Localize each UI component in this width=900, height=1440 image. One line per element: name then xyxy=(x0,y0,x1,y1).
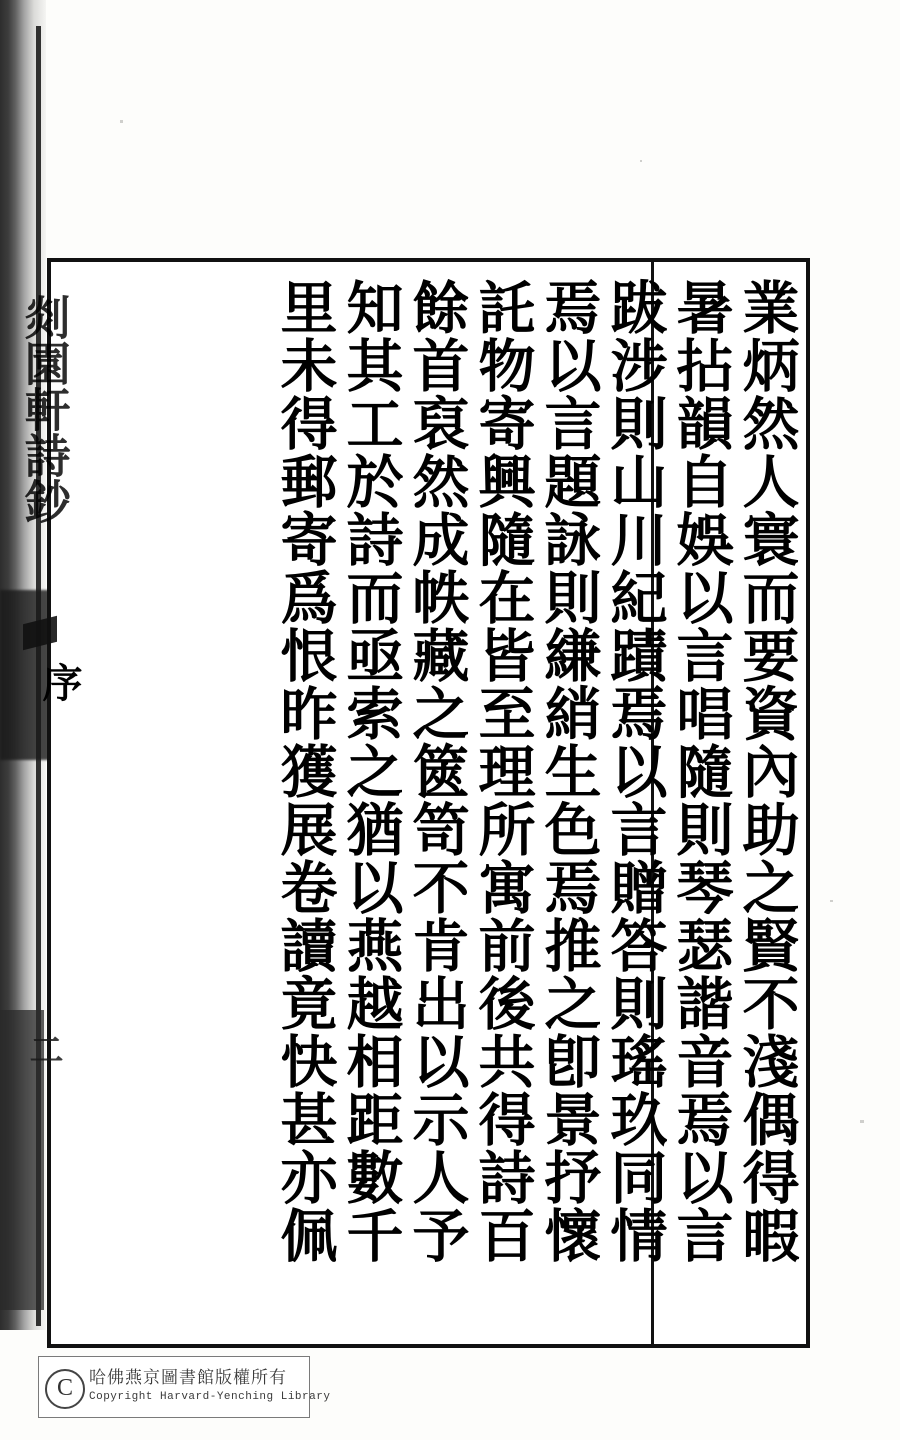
page-text-frame xyxy=(17,258,810,1348)
book-title: 剡園軒詩鈔 xyxy=(17,294,72,524)
text-column: 暑拈韻自娛以言唱隨則琴瑟諧音焉以言 xyxy=(667,278,734,1264)
text-column: 託物寄興隨在皆至理所寓前後共得詩百 xyxy=(469,278,536,1264)
text-column: 餘首裒然成帙藏之篋笥不肯出以示人予 xyxy=(403,278,470,1264)
scan-speckle xyxy=(830,900,833,902)
text-column: 里未得郵寄爲恨昨獲展卷讀竟快甚亦佩 xyxy=(271,278,338,1264)
text-column: 跋涉則山川紀蹟焉以言贈答則瑤玖同情 xyxy=(601,278,668,1264)
text-columns xyxy=(51,262,806,1344)
library-copyright-stamp xyxy=(38,1356,331,1418)
stamp-cjk-text: 哈佛燕京圖書館版權所有 xyxy=(89,1368,287,1388)
section-label-preface: 序 xyxy=(36,662,83,702)
text-column: 焉以言題詠則縑綃生色焉推之卽景抒懷 xyxy=(535,278,602,1264)
scan-speckle xyxy=(860,1120,864,1123)
copyright-icon: C xyxy=(45,1369,85,1409)
text-column: 知其工於詩而亟索之猶以燕越相距數千 xyxy=(337,278,404,1264)
scan-speckle xyxy=(120,120,123,123)
text-column: 業炳然人寰而要資內助之賢不淺偶得暇 xyxy=(733,278,800,1264)
stamp-english-text: Copyright Harvard-Yenching Library xyxy=(89,1391,331,1403)
folio-number: 二 xyxy=(23,1032,63,1066)
scan-speckle xyxy=(640,160,642,162)
